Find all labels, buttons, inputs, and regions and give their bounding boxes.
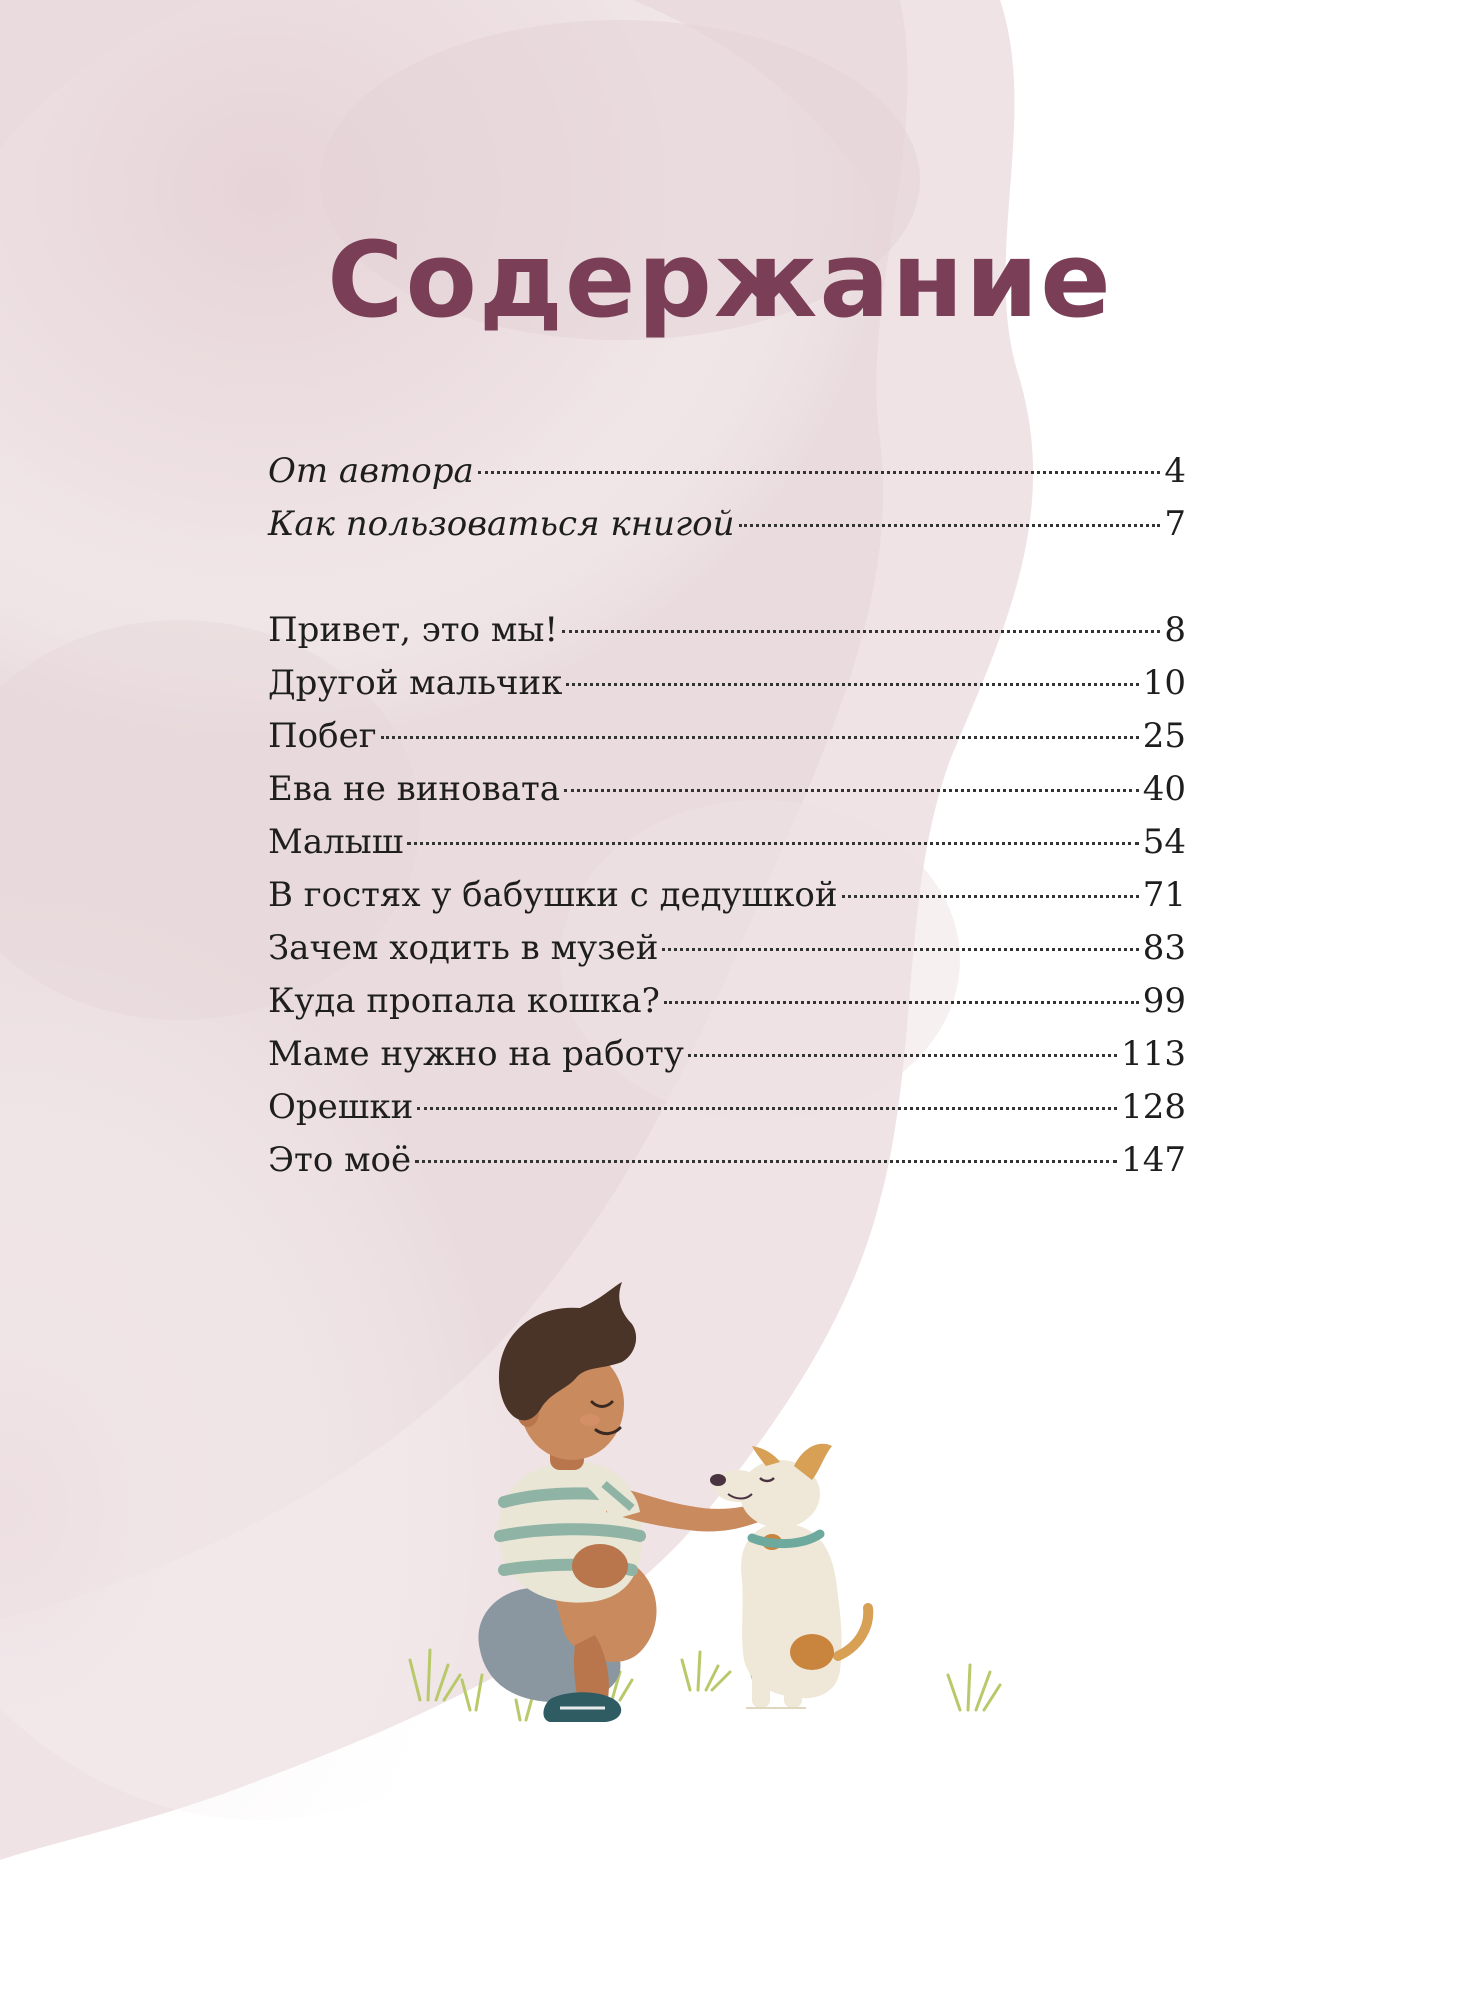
toc-entry-title: Малыш <box>268 822 404 862</box>
toc-entry-title: В гостях у бабушки с дедушкой <box>268 875 838 915</box>
dog-figure <box>710 1444 868 1708</box>
toc-entry-title: От автора <box>268 451 474 491</box>
toc-entry-title: Зачем ходить в музей <box>268 928 659 968</box>
dot-leader <box>478 471 1161 474</box>
toc-entry-page: 8 <box>1164 610 1186 650</box>
toc-entry-title: Как пользоваться книгой <box>268 504 735 544</box>
toc-intro-group <box>268 451 1186 557</box>
toc-entry-page: 128 <box>1121 1087 1186 1127</box>
dot-leader <box>407 842 1138 845</box>
dot-leader <box>417 1107 1117 1110</box>
toc-entry[interactable] <box>268 928 1186 981</box>
toc-entry[interactable] <box>268 716 1186 769</box>
toc-entry[interactable] <box>268 822 1186 875</box>
toc-entry-page: 10 <box>1142 663 1186 703</box>
toc-entry[interactable] <box>268 1140 1186 1193</box>
toc-entry-page: 4 <box>1164 451 1186 491</box>
toc-entry-page: 113 <box>1121 1034 1186 1074</box>
table-of-contents <box>268 451 1186 1193</box>
toc-entry-page: 71 <box>1142 875 1186 915</box>
toc-entry-title: Другой мальчик <box>268 663 563 703</box>
dot-leader <box>564 789 1139 792</box>
toc-chapters-group <box>268 610 1186 1193</box>
toc-entry-page: 147 <box>1121 1140 1186 1180</box>
dot-leader <box>842 895 1139 898</box>
toc-entry-title: Побег <box>268 716 377 756</box>
dot-leader <box>688 1054 1117 1057</box>
dot-leader <box>381 736 1139 739</box>
toc-entry-page: 25 <box>1142 716 1186 756</box>
boy-petting-dog-illustration <box>400 1280 1020 1760</box>
toc-entry-title: Ева не виновата <box>268 769 561 809</box>
toc-entry[interactable] <box>268 451 1186 504</box>
toc-entry[interactable] <box>268 1034 1186 1087</box>
toc-entry[interactable] <box>268 610 1186 663</box>
page-title: Содержание <box>327 219 1113 341</box>
toc-entry-page: 40 <box>1142 769 1186 809</box>
toc-entry[interactable] <box>268 981 1186 1034</box>
toc-entry[interactable] <box>268 769 1186 822</box>
toc-entry-title: Орешки <box>268 1087 414 1127</box>
toc-entry-page: 83 <box>1142 928 1186 968</box>
toc-entry-page: 54 <box>1142 822 1186 862</box>
toc-entry-title: Это моё <box>268 1140 412 1180</box>
toc-entry-title: Маме нужно на работу <box>268 1034 684 1074</box>
toc-entry[interactable] <box>268 504 1186 557</box>
toc-entry[interactable] <box>268 663 1186 716</box>
toc-entry-page: 99 <box>1142 981 1186 1021</box>
dot-leader <box>664 1001 1139 1004</box>
dot-leader <box>739 524 1161 527</box>
dot-leader <box>662 948 1138 951</box>
toc-entry[interactable] <box>268 875 1186 928</box>
toc-entry-title: Куда пропала кошка? <box>268 981 660 1021</box>
dot-leader <box>566 683 1138 686</box>
toc-entry-page: 7 <box>1164 504 1186 544</box>
toc-entry[interactable] <box>268 1087 1186 1140</box>
toc-entry-title: Привет, это мы! <box>268 610 559 650</box>
dot-leader <box>562 630 1160 633</box>
dot-leader <box>415 1160 1117 1163</box>
